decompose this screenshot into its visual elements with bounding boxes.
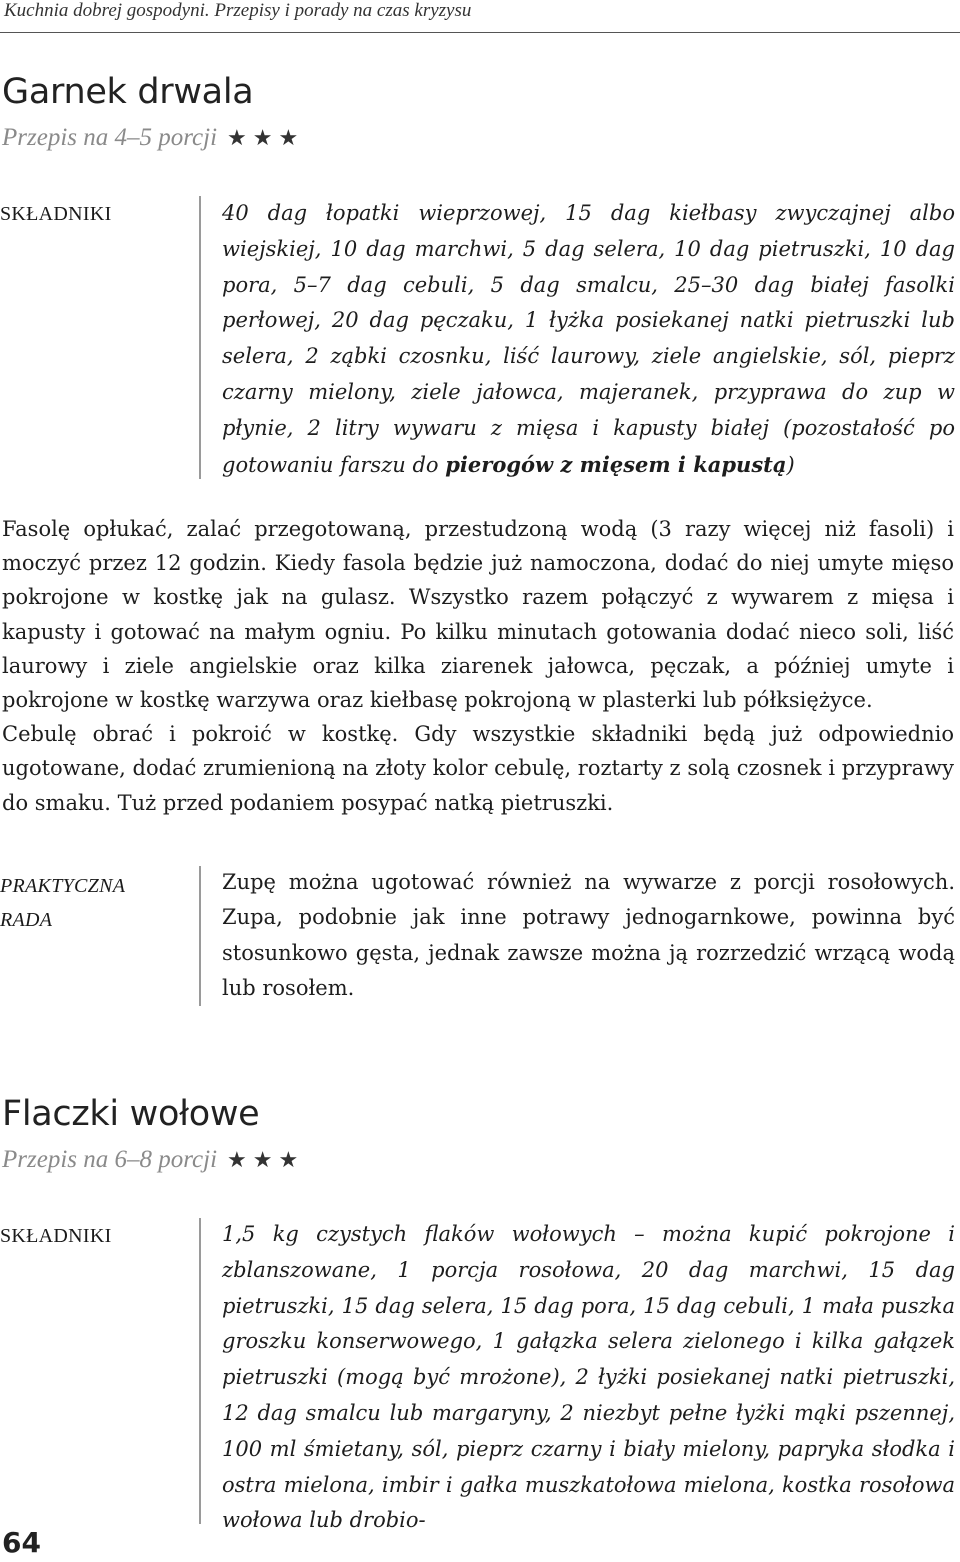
instruction-paragraph: Cebulę obrać i pokroić w kostkę. Gdy wszystkie składniki będą już odpowiednio ugotowane, dodać zrumienioną na złoty kolor cebulę, roztarty z solą czosnek i przyprawy do smaku. Tuż przed podaniem posypać natką pietruszki. (2, 722, 954, 815)
header-divider (0, 32, 960, 33)
portions-text: Przepis na 6–8 porcji (2, 1146, 218, 1173)
running-header: Kuchnia dobrej gospodyni. Przepisy i porady na czas kryzysu (4, 0, 472, 21)
tip-label-line: PRAKTYCZNA (0, 875, 126, 897)
ingredients-list (222, 196, 955, 483)
recipe-crossref-link[interactable]: pierogów z mięsem i kapustą (445, 451, 787, 477)
ingredients-text: 1,5 kg czystych flaków wołowych – można kupić pokrojone i zblanszowane, 1 porcja rosołowa, 20 dag marchwi, 15 dag pietruszki, 15 dag selera, 15 dag pora, 15 dag cebuli, 1 mała puszka groszku konserwowego, 1 gałązka selera zielonego i kilka gałązek pietruszki (mogą być mrożone), 2 łyżki posiekanej natki pietruszki, 12 dag smalcu lub margaryny, 2 niezbyt pełne łyżki mąki pszennej, 100 ml śmietany, sól, pieprz czarny i biały mielony, papryka słodka i ostra mielona, imbir i gałka muszkatołowa mielona, kostka rosołowa wołowa lub drobio- (222, 1222, 955, 1533)
instruction-paragraph: Fasolę opłukać, zalać przegotowaną, przestudzoną wodą (3 razy więcej niż fasoli) i moczyć przez 12 godzin. Kiedy fasola będzie już namoczona, dodać do niej umyte mięso pokrojone w kostkę jak na gulasz. Wszystko razem połączyć z wywarem z mięsa i kapusty i gotować na małym ogniu. Po kilku minutach gotowania dodać nieco soli, liść laurowy i ziele angielskie oraz kilka ziarenek jałowca, pęczak, a później umyte i pokrojone w kostkę warzywa oraz kiełbasę pokrojoną w plasterki lub półksiężyce. (2, 517, 954, 713)
difficulty-stars-icon: ★★★ (227, 125, 305, 150)
tip-text: Zupę można ugotować również na wywarze z porcji rosołowych. Zupa, podobnie jak inne potrawy jednogarnkowe, powinna być stosunkowo gęsta, jednak zawsze można ją rozrzedzić wrzącą wodą lub rosołem. (222, 870, 955, 1000)
recipe-title: Garnek drwala (2, 72, 254, 112)
ingredients-label: SKŁADNIKI (0, 1225, 112, 1247)
recipe-title: Flaczki wołowe (2, 1094, 260, 1134)
tip-divider (199, 866, 201, 1006)
ingredients-text: 40 dag łopatki wieprzowej, 15 dag kiełbasy zwyczajnej albo wiejskiej, 10 dag marchwi, 5 dag selera, 10 dag pietruszki, 10 dag pora, 5–7 dag cebuli, 5 dag smalcu, 25–30 dag białej fasolki perłowej, 20 dag pęczaku, 1 łyżka posiekanej natki pietruszki lub selera, 2 ząbki czosnku, liść laurowy, ziele angielskie, sól, pieprz czarny mielony, ziele jałowca, majeranek, przyprawa do zup w płynie, 2 litry wywaru z mięsa i kapusty białej (pozostałość po gotowaniu farszu do (222, 201, 955, 477)
ingredients-label: SKŁADNIKI (0, 203, 112, 225)
tip-label (0, 869, 125, 937)
recipe-portions (2, 1146, 304, 1174)
page-number: 64 (2, 1526, 41, 1559)
ingredients-divider (199, 1218, 201, 1524)
ingredients-list (222, 1217, 955, 1539)
difficulty-stars-icon: ★★★ (227, 1147, 305, 1172)
portions-text: Przepis na 4–5 porcji (2, 124, 218, 151)
ingredients-divider (199, 196, 201, 479)
tip-label-line: RADA (0, 909, 53, 931)
ingredients-tail: ) (786, 452, 795, 477)
instructions (2, 512, 954, 820)
recipe-portions (2, 124, 304, 152)
